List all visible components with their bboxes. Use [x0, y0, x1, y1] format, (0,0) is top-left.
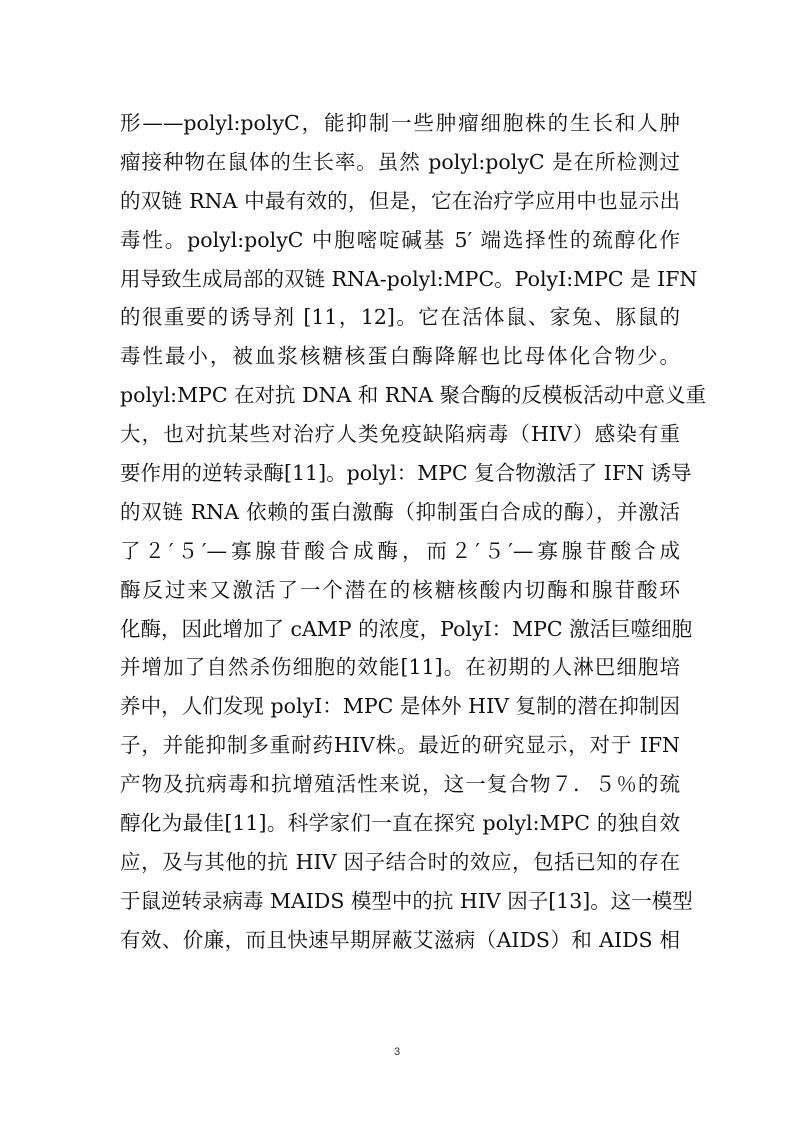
text-line: 毒性。polyl:polyC 中胞嘧啶碱基 5′ 端选择性的巯醇化作 — [120, 227, 680, 252]
text-line: 毒性最小，被血浆核糖核蛋白酶降解也比母体化合物少。 — [120, 344, 680, 369]
body-text — [120, 104, 706, 960]
text-line: 形——polyl:polyC，能抑制一些肿瘤细胞株的生长和人肿 — [120, 111, 680, 135]
text-line: 养中，人们发现 polyI：MPC 是体外 HIV 复制的潜在抑制因 — [120, 694, 680, 719]
text-line: 了２′５′—寡腺苷酸合成酶，而２′５′—寡腺苷酸合成 — [120, 538, 680, 563]
text-line: 要作用的逆转录酶[11]。polyl：MPC 复合物激活了 IFN 诱导 — [120, 461, 692, 486]
text-line: 瘤接种物在鼠体的生长率。虽然 polyl:polyC 是在所检测过 — [120, 149, 680, 174]
text-line: 子，并能抑制多重耐药HIV株。最近的研究显示，对于 IFN — [120, 733, 680, 758]
text-line: 应，及与其他的抗 HIV 因子结合时的效应，包括已知的存在 — [120, 849, 680, 874]
text-line: 产物及抗病毒和抗增殖活性来说，这一复合物７．５％的巯 — [120, 772, 680, 797]
text-line: 用导致生成局部的双链 RNA-polyl:MPC。PolyI:MPC 是 IFN — [120, 266, 698, 291]
text-line: 的双链 RNA 中最有效的，但是，它在治疗学应用中也显示出 — [120, 188, 680, 213]
text-line: 于鼠逆转录病毒 MAIDS 模型中的抗 HIV 因子[13]。这一模型 — [120, 888, 693, 913]
text-line: 醇化为最佳[11]。科学家们一直在探究 polyl:MPC 的独自效 — [120, 811, 680, 836]
text-line: 的双链 RNA 依赖的蛋白激酶（抑制蛋白合成的酶），并激活 — [120, 499, 680, 524]
text-line: 有效、价廉，而且快速早期屏蔽艾滋病（AIDS）和 AIDS 相 — [120, 927, 680, 952]
text-line: 并增加了自然杀伤细胞的效能[11]。在初期的人淋巴细胞培 — [120, 655, 680, 680]
text-line: 大，也对抗某些对治疗人类免疫缺陷病毒（HIV）感染有重 — [120, 422, 680, 447]
text-line: 化酶，因此增加了 cAMP 的浓度，PolyI：MPC 激活巨噬细胞 — [120, 616, 693, 641]
page-number: 3 — [393, 1046, 401, 1058]
text-line: polyl:MPC 在对抗 DNA 和 RNA 聚合酶的反模板活动中意义重 — [120, 383, 706, 408]
text-line: 的很重要的诱导剂 [11，12]。它在活体鼠、家兔、豚鼠的 — [120, 305, 680, 330]
text-line: 酶反过来又激活了一个潜在的核糖核酸内切酶和腺苷酸环 — [120, 577, 680, 602]
